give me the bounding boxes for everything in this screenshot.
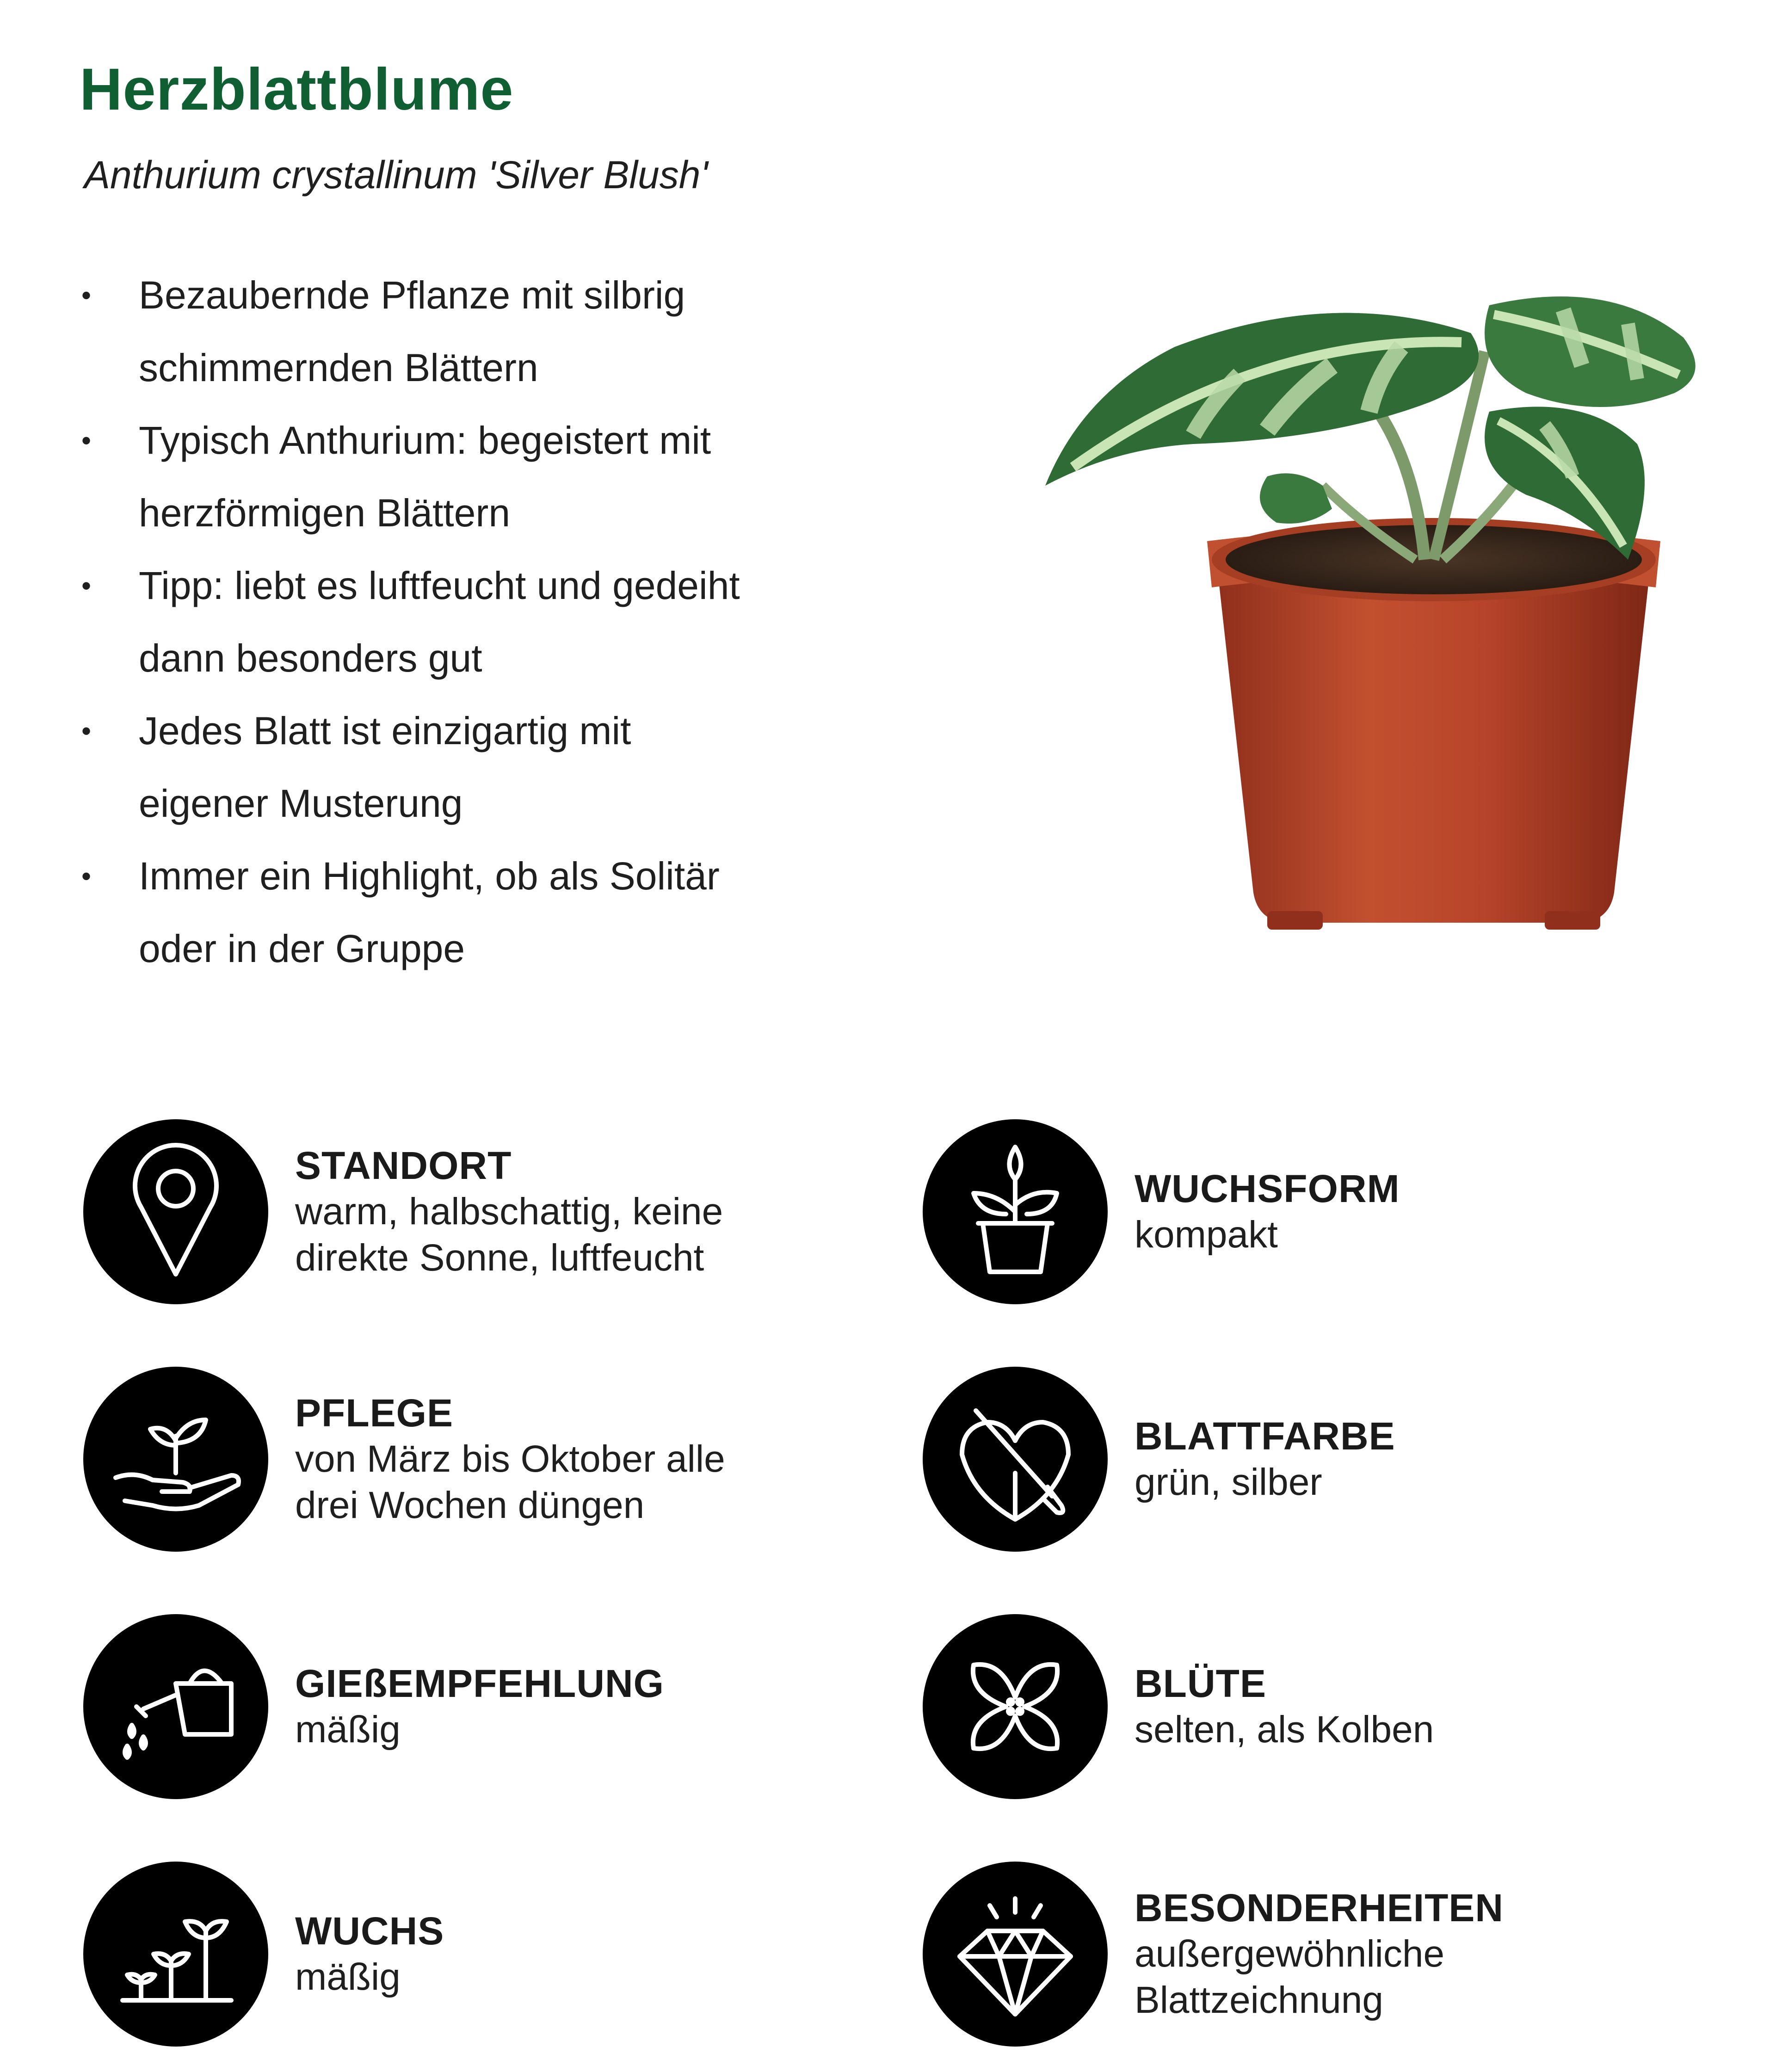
feature-label: BESONDERHEITEN — [1135, 1886, 1504, 1930]
bullet-dot-icon: • — [81, 425, 92, 456]
feature-label: PFLEGE — [295, 1391, 454, 1435]
feature-value: warm, halbschattig, keine direkte Sonne, luftfeucht — [295, 1190, 723, 1279]
feature-giessempfehlung — [83, 1614, 906, 1799]
bullet-dot-icon: • — [81, 715, 92, 746]
bullet-item-continued: dann besonders gut — [139, 636, 482, 680]
feature-value: selten, als Kolben — [1135, 1708, 1434, 1751]
growing-sprouts-icon — [83, 1862, 268, 2047]
feature-label: WUCHSFORM — [1135, 1167, 1400, 1210]
feature-blattfarbe — [923, 1367, 1746, 1552]
potted-plant-icon — [923, 1119, 1108, 1304]
bullet-item-continued: herzförmigen Blättern — [139, 491, 511, 535]
bullet-item-continued: eigener Musterung — [139, 782, 463, 825]
flower-icon — [923, 1614, 1108, 1799]
watering-can-icon — [83, 1614, 268, 1799]
leaf-brush-icon — [923, 1367, 1108, 1552]
bullet-item: • Bezaubernde Pflanze mit silbrig — [79, 259, 865, 332]
bullet-item-continued: oder in der Gruppe — [139, 927, 465, 970]
feature-label: GIEßEMPFEHLUNG — [295, 1662, 665, 1705]
bullet-dot-icon: • — [81, 280, 92, 311]
product-subtitle: Anthurium crystallinum 'Silver Blush' — [84, 153, 708, 197]
diamond-icon — [923, 1862, 1108, 2047]
bullet-item-continued: schimmernden Blättern — [139, 346, 538, 389]
feature-value: außergewöhnliche Blattzeichnung — [1135, 1933, 1445, 2021]
feature-value: kompakt — [1135, 1214, 1278, 1256]
feature-label: BLATTFARBE — [1135, 1414, 1395, 1458]
feature-bullet-list — [79, 259, 865, 985]
feature-besonderheiten — [923, 1862, 1746, 2047]
feature-wuchsform — [923, 1119, 1746, 1304]
feature-pflege — [83, 1367, 906, 1552]
bullet-item: • Typisch Anthurium: begeistert mit — [79, 404, 865, 477]
product-title: Herzblattblume — [80, 56, 514, 123]
hand-seedling-icon — [83, 1367, 268, 1552]
feature-bluete — [923, 1614, 1746, 1799]
product-plant-image — [916, 227, 1711, 948]
feature-label: BLÜTE — [1135, 1662, 1266, 1705]
feature-value: grün, silber — [1135, 1461, 1322, 1503]
feature-label: STANDORT — [295, 1144, 512, 1187]
bullet-item: • Tipp: liebt es luftfeucht und gedeiht — [79, 549, 865, 622]
feature-label: WUCHS — [295, 1909, 444, 1953]
location-pin-icon — [83, 1119, 268, 1304]
feature-value: von März bis Oktober alle drei Wochen düngen — [295, 1438, 725, 1526]
feature-standort — [83, 1119, 906, 1304]
bullet-item: • Jedes Blatt ist einzigartig mit — [79, 695, 865, 767]
feature-wuchs — [83, 1862, 906, 2047]
bullet-dot-icon: • — [81, 861, 92, 892]
bullet-item: • Immer ein Highlight, ob als Solitär — [79, 840, 865, 913]
feature-value: mäßig — [295, 1956, 401, 1998]
feature-value: mäßig — [295, 1708, 401, 1751]
bullet-dot-icon: • — [81, 570, 92, 601]
